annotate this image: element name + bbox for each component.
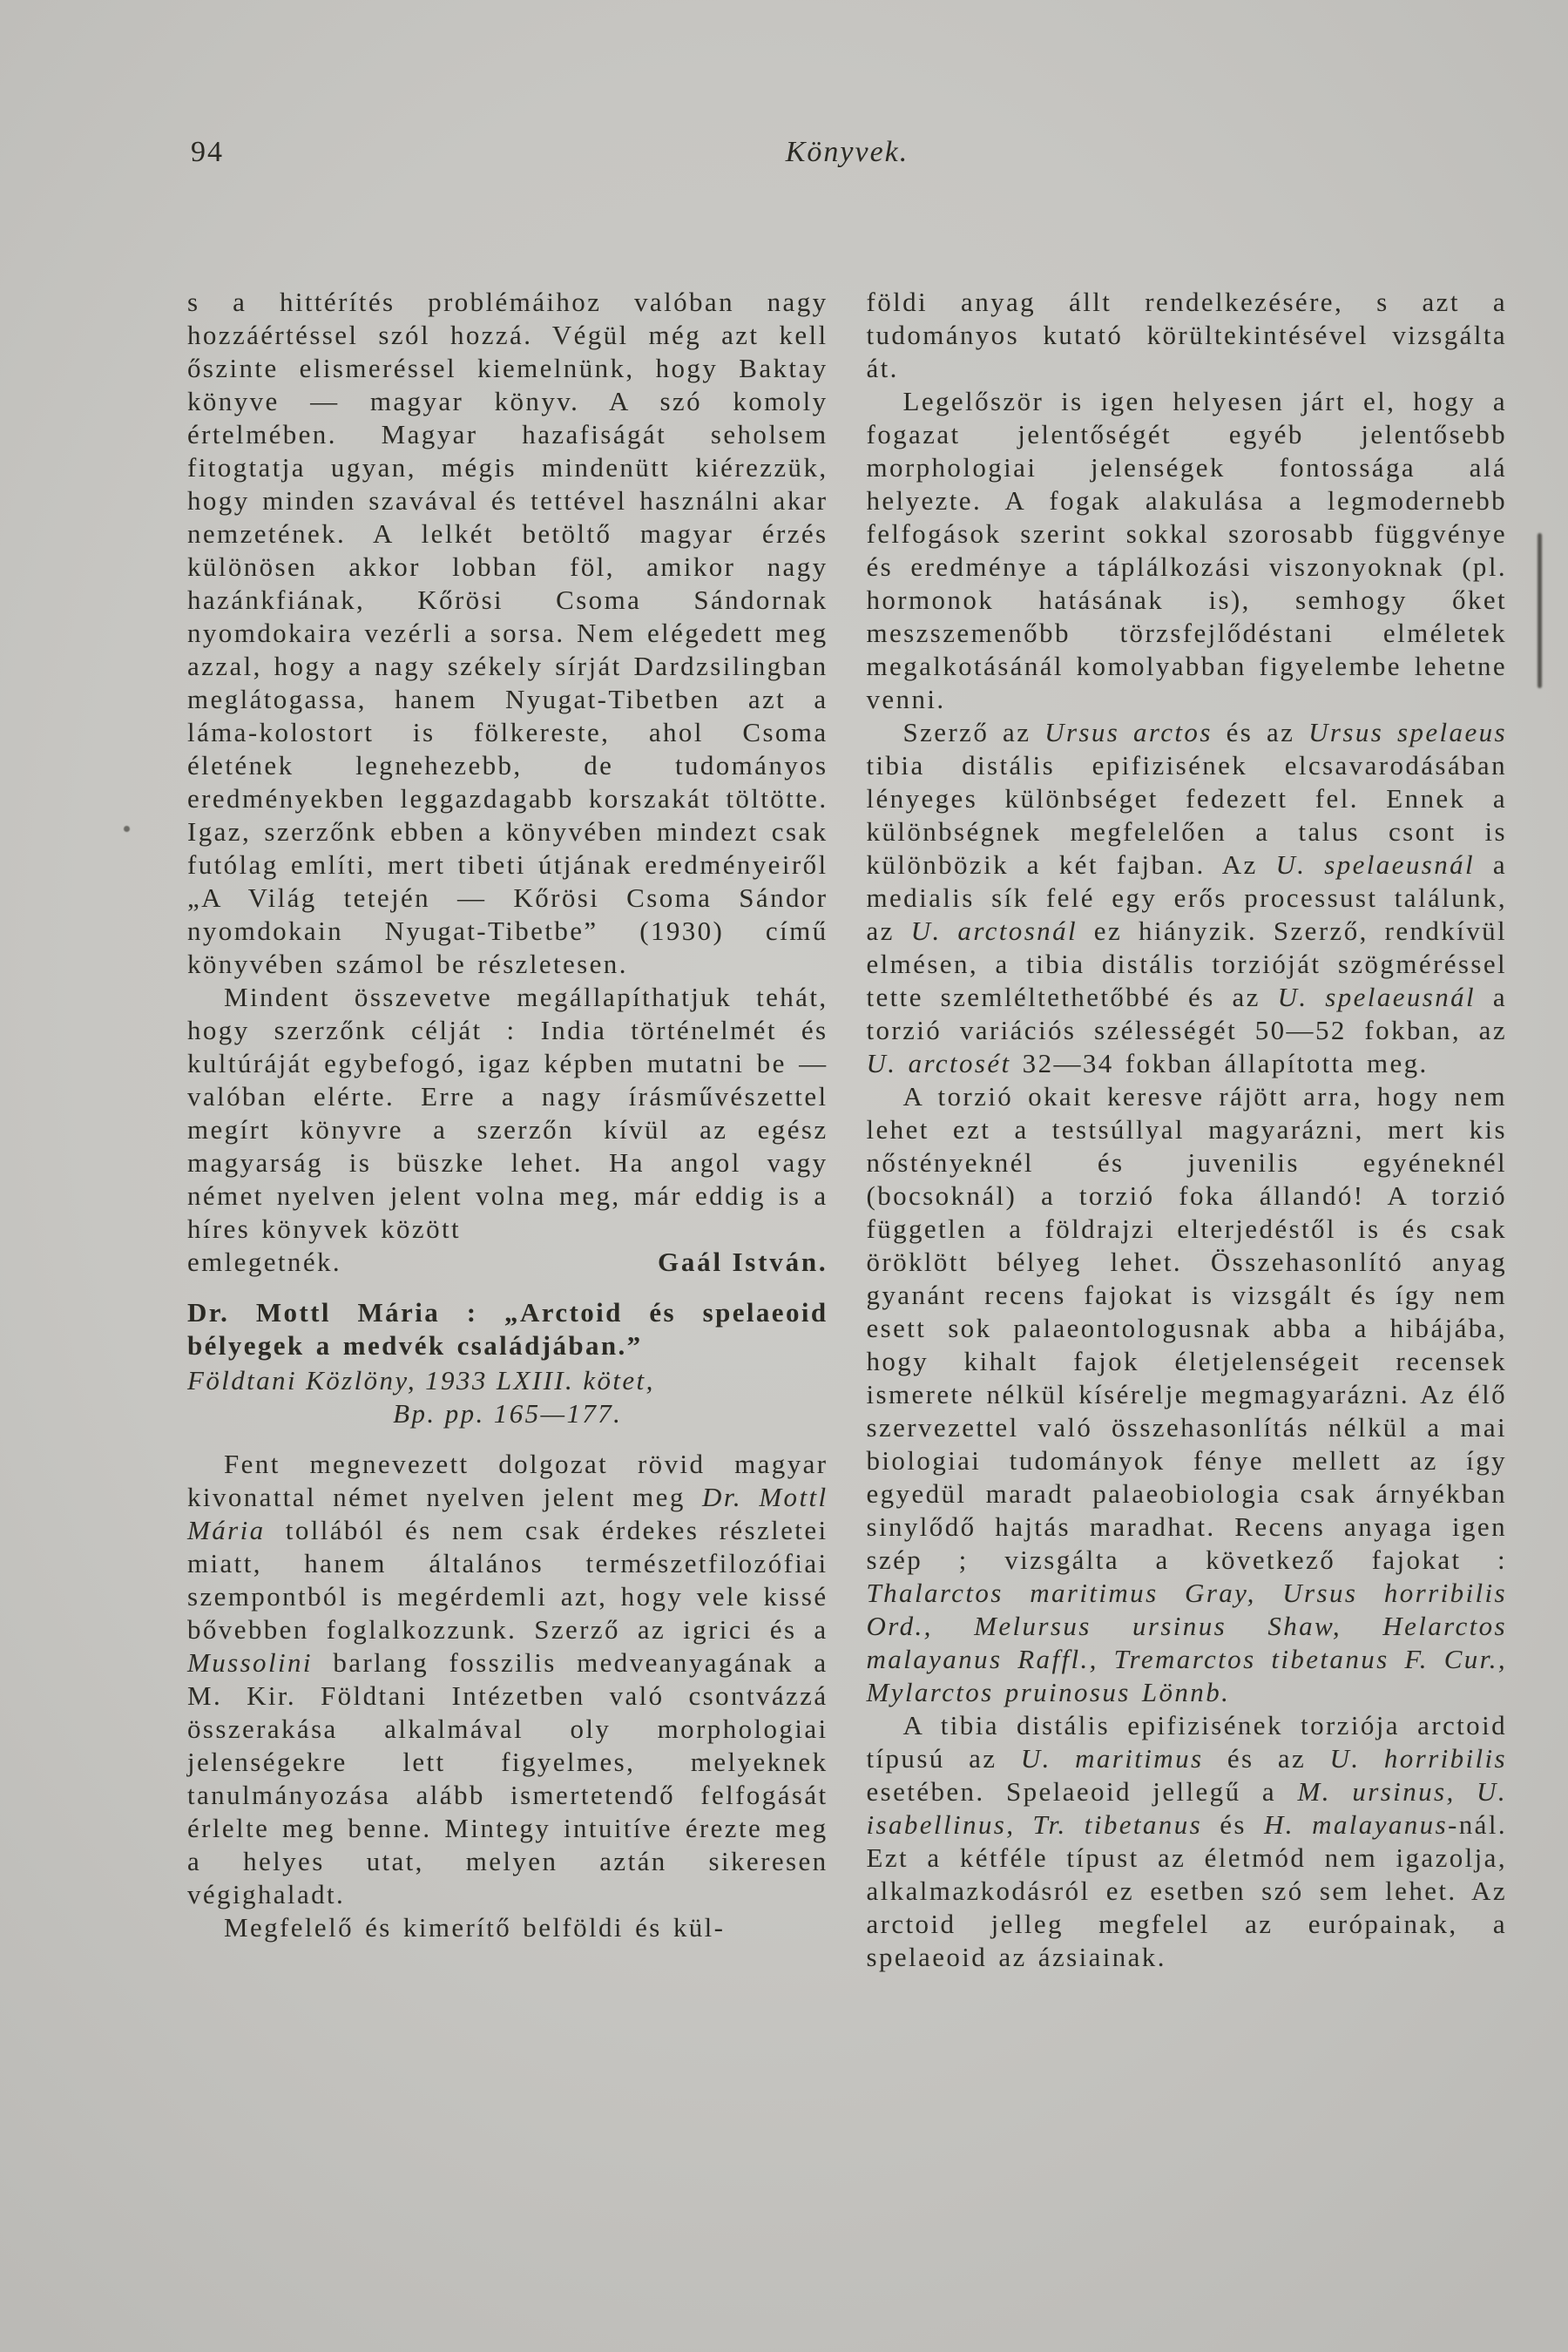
reference-line-1: Földtani Közlöny, 1933 LXIII. kötet, bbox=[187, 1365, 655, 1396]
right-column bbox=[867, 286, 1508, 1974]
paragraph-last-words: emlegetnék. bbox=[187, 1247, 342, 1277]
body-paragraph: földi anyag állt rendelkezésére, s azt a tudományos kutató körültekintésével vizsgálta át. bbox=[866, 287, 1507, 383]
body-paragraph: Mindent összevetve megállapíthatjuk tehát, hogy szerzőnk célját : India történelmét és kultúráját egybefogó, igaz képben mutatni be — valóban elérte. Erre a nagy írásművészettel megírt könyvre a szerzőn kívül az egész magyarság is büszke lehet. Ha angol vagy német nyelven jelent volna meg, már eddig is a híres könyvek között bbox=[187, 982, 828, 1244]
body-paragraph: s a hittérítés problémáihoz valóban nagy hozzáértéssel szól hozzá. Végül még azt kell őszinte elismeréssel kiemelnünk, hogy Baktay könyve — magyar könyv. A szó komoly értelmében. Magyar hazafiságát seholsem fitogtatja ugyan, mégis mindenütt kiérezzük, hogy minden szavával és tettével használni akar nemzetének. A lelkét betöltő magyar érzés különösen akkor lobban föl, amikor nagy hazánkfiának, Kőrösi Csoma Sándornak nyomdokaira vezérli a sorsa. Nem elégedett meg azzal, hogy a nagy székely sírját Dardzsilingban meglátogassa, hanem Nyugat-Tibetben azt a láma-kolostort is fölkereste, ahol Csoma életének legnehezebb, de tudományos eredményekben leggazdagabb korszakát töltötte. Igaz, szerzőnk ebben a könyvében mindezt csak futólag említi, mert tibeti útjának eredményeiről „A Világ tetején — Kőrösi Csoma Sándor nyomdokain Nyugat-Tibetbe” (1930) című könyvében számol be részletesen. bbox=[187, 287, 828, 979]
bibliographic-reference bbox=[187, 1364, 828, 1430]
author-signature: Gaál István. bbox=[657, 1247, 828, 1277]
text-columns bbox=[187, 286, 1507, 1974]
scan-dot-artifact bbox=[124, 826, 130, 832]
running-title: Könyvek. bbox=[785, 136, 909, 168]
body-paragraph: Legelőször is igen helyesen járt el, hogy a fogazat jelentőségét egyéb jelentősebb morphologiai jelenségek fontossága alá helyezte. A fogak alakulása a legmodernebb felfogások szerint sokkal szorosabb függvénye és eredménye a táplálkozási viszonyoknak (pl. hormonok hatásának is), semhogy őket meszszemenőbb törzsfejlődéstani elméletek megalkotásánál komolyabban figyelembe lehetne venni. bbox=[866, 386, 1507, 714]
body-paragraph: Fent megnevezett dolgozat rövid magyar kivonattal német nyelven jelent meg Dr. Mottl Mária tollából és nem csak érdekes részletei miatt, hanem általános természetfilozófiai szempontból is megérdemli azt, hogy vele kissé bővebben foglalkozzunk. Szerző az igrici és a Mussolini barlang fosszilis medveanyagának a M. Kir. Földtani Intézetben való csontvázzá összerakása alkalmával oly morphologiai jelenségekre lett figyelmes, melyeknek tanulmányozása alább ismertetendő felfogását érlelte meg benne. Mintegy intuitíve érezte meg a helyes utat, melyen aztán sikeresen végighaladt. bbox=[187, 1449, 828, 1909]
scan-edge-artifact bbox=[1538, 533, 1542, 688]
review-heading: Dr. Mottl Mária : „Arctoid és spelaeoid bélyegek a medvék családjában.” bbox=[187, 1297, 828, 1361]
running-head bbox=[187, 136, 1507, 174]
page-number: 94 bbox=[191, 136, 224, 168]
body-paragraph: A tibia distális epifizisének torziója arctoid típusú az U. maritimus és az U. horribilis esetében. Spelaeoid jellegű a M. ursinus, U. isabellinus, Tr. tibetanus és H. malayanus-nál. Ezt a kétféle típust az életmód nem igazolja, alkalmazkodásról ez esetben szó sem lehet. Az arctoid jelleg megfelel az európainak, a spelaeoid az ázsiainak. bbox=[866, 1710, 1508, 1972]
left-column bbox=[187, 286, 828, 1974]
body-paragraph: Szerző az Ursus arctos és az Ursus spelaeus tibia distális epifizisének elcsavarodásában lényeges különbséget fedezett fel. Ennek a különbségnek megfelelően a talus csont is különbözik a két fajban. Az U. spelaeusnál a medialis sík felé egy erős processust találunk, az U. arctosnál ez hiányzik. Szerző, rendkívül elmésen, a tibia distális torzióját szögméréssel tette szemléltethetőbbé és az U. spelaeusnál a torzió variációs szélességét 50—52 fokban, az U. arctosét 32—34 fokban állapította meg. bbox=[866, 717, 1508, 1078]
body-paragraph: A torzió okait keresve rájött arra, hogy nem lehet ezt a testsúllyal magyarázni, mert kis nőstényeknél és juvenilis egyéneknél (bocsoknál) a torzió foka állandó! A torzió független a földrajzi elterjedéstől is és csak öröklött bélyeg lehet. Összehasonlító anyag gyanánt recens fajokat is vizsgált és így nem esett sok palaeontologusnak abba a hibájába, hogy kihalt fajok életjelenségeit recensek ismerete nélkül kísérelje megmagyarázni. Az élő szervezettel való összehasonlítás nélkül a mai biologiai tudományok fénye mellett az így egyedül maradt palaeobiologia csak árnyékban sinylődő hajtás maradhat. Recens anyaga igen szép ; vizsgálta a következő fajokat : Thalarctos maritimus Gray, Ursus horribilis Ord., Melursus ursinus Shaw, Helarctos malayanus Raffl., Tremarctos tibetanus F. Cur., Mylarctos pruinosus Lönnb. bbox=[866, 1081, 1507, 1707]
signature-line bbox=[187, 1246, 828, 1279]
body-paragraph: Megfelelő és kimerítő belföldi és kül- bbox=[224, 1912, 726, 1943]
reference-line-2: Bp. pp. 165—177. bbox=[393, 1398, 623, 1429]
